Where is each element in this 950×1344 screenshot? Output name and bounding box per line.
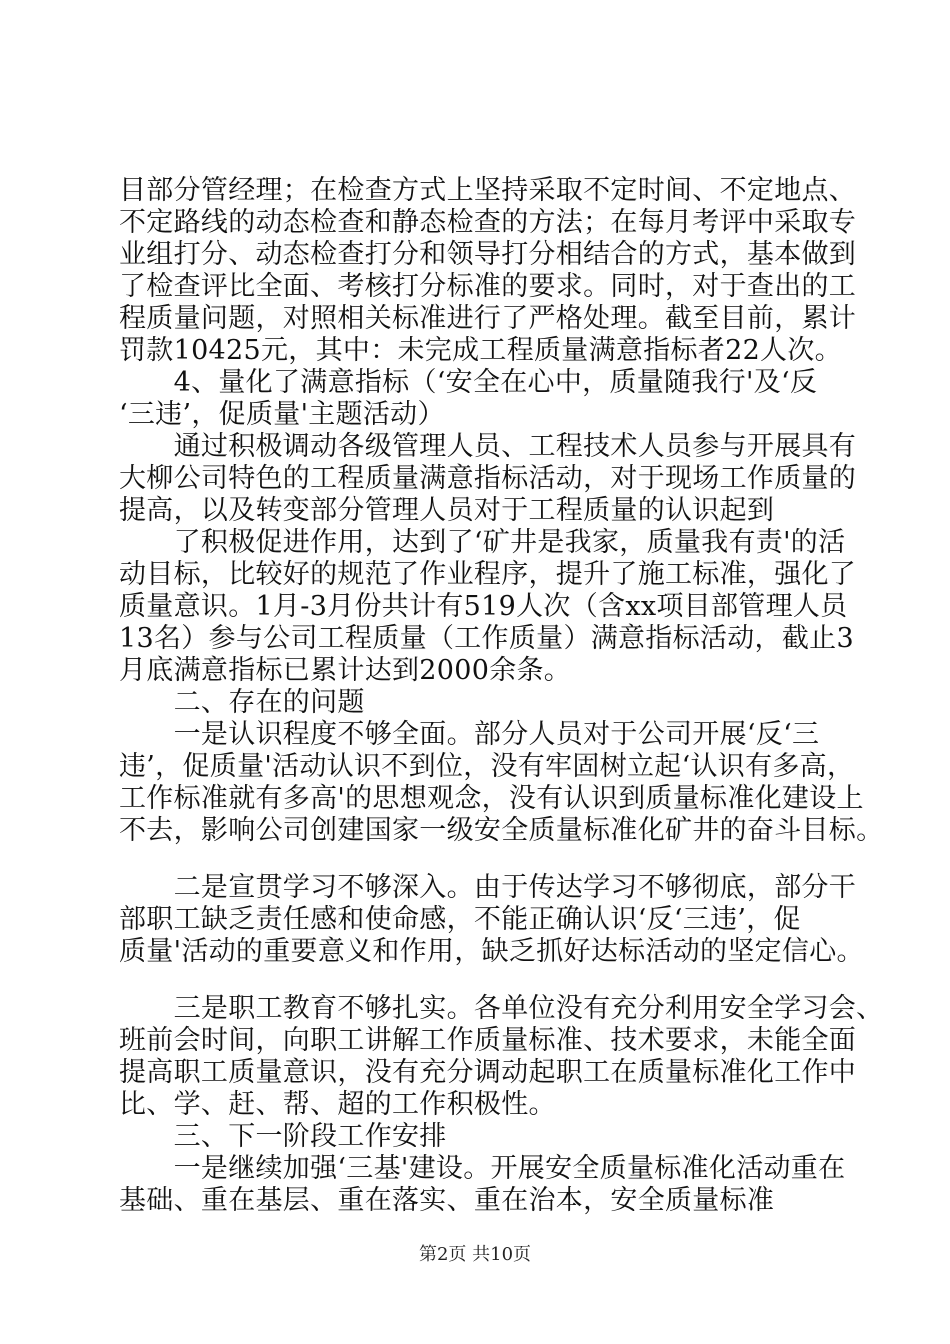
text-line: 罚款10425元，其中：未完成工程质量满意指标者22人次。 [119, 335, 842, 366]
text-line: ‘三违’，促质量'主题活动） [119, 399, 445, 430]
text-line: 通过积极调动各级管理人员、工程技术人员参与开展具有 [119, 431, 857, 462]
text-line: 提高职工质量意识，没有充分调动起职工在质量标准化工作中 [119, 1057, 857, 1088]
text-line: 一是继续加强‘三基'建设。开展安全质量标准化活动重在 [119, 1153, 846, 1184]
text-line: 基础、重在基层、重在落实、重在治本，安全质量标准 [119, 1185, 775, 1216]
text-line: 了积极促进作用，达到了‘矿井是我家，质量我有责'的活 [119, 527, 846, 558]
page-footer: 第2页 共10页 [418, 1244, 532, 1265]
text-line: 目部分管经理；在检查方式上坚持采取不定时间、不定地点、 [119, 175, 857, 206]
text-line: 二是宣贯学习不够深入。由于传达学习不够彻底，部分干 [119, 872, 857, 903]
text-line: 比、学、赶、帮、超的工作积极性。 [119, 1089, 556, 1120]
text-line: 质量意识。1月-3月份共计有519人次（含xx项目部管理人员 [119, 591, 848, 622]
text-line: 班前会时间，向职工讲解工作质量标准、技术要求，未能全面 [119, 1025, 857, 1056]
text-line: 提高，以及转变部分管理人员对于工程质量的认识起到 [119, 495, 775, 526]
section-heading: 二、存在的问题 [119, 687, 365, 718]
section-heading: 三、下一阶段工作安排 [119, 1121, 447, 1152]
text-line: 大柳公司特色的工程质量满意指标活动，对于现场工作质量的 [119, 463, 857, 494]
text-line: 13名）参与公司工程质量（工作质量）满意指标活动，截止3 [119, 623, 854, 654]
text-line: 质量'活动的重要意义和作用，缺乏抓好达标活动的坚定信心。 [119, 936, 864, 967]
text-line: 业组打分、动态检查打分和领导打分相结合的方式，基本做到 [119, 239, 857, 270]
text-line: 部职工缺乏责任感和使命感，不能正确认识‘反‘三违’，促 [119, 904, 801, 935]
text-line: 违’，促质量'活动认识不到位，没有牢固树立起‘认识有多高， [119, 751, 855, 782]
text-line: 程质量问题，对照相关标准进行了严格处理。截至目前，累计 [119, 303, 857, 334]
text-line: 三是职工教育不够扎实。各单位没有充分利用安全学习会、 [119, 993, 884, 1024]
text-line: 工作标准就有多高'的思想观念，没有认识到质量标准化建设上 [119, 783, 864, 814]
text-line: 月底满意指标已累计达到2000余条。 [119, 655, 572, 686]
text-line: 4、量化了满意指标（‘安全在心中，质量随我行'及‘反 [119, 367, 818, 398]
text-line: 不去，影响公司创建国家一级安全质量标准化矿井的奋斗目标。 [119, 815, 884, 846]
text-line: 动目标，比较好的规范了作业程序，提升了施工标准，强化了 [119, 559, 857, 590]
text-line: 了检查评比全面、考核打分标准的要求。同时，对于查出的工 [119, 271, 857, 302]
text-line: 不定路线的动态检查和静态检查的方法；在每月考评中采取专 [119, 207, 857, 238]
text-line: 一是认识程度不够全面。部分人员对于公司开展‘反‘三 [119, 719, 820, 750]
